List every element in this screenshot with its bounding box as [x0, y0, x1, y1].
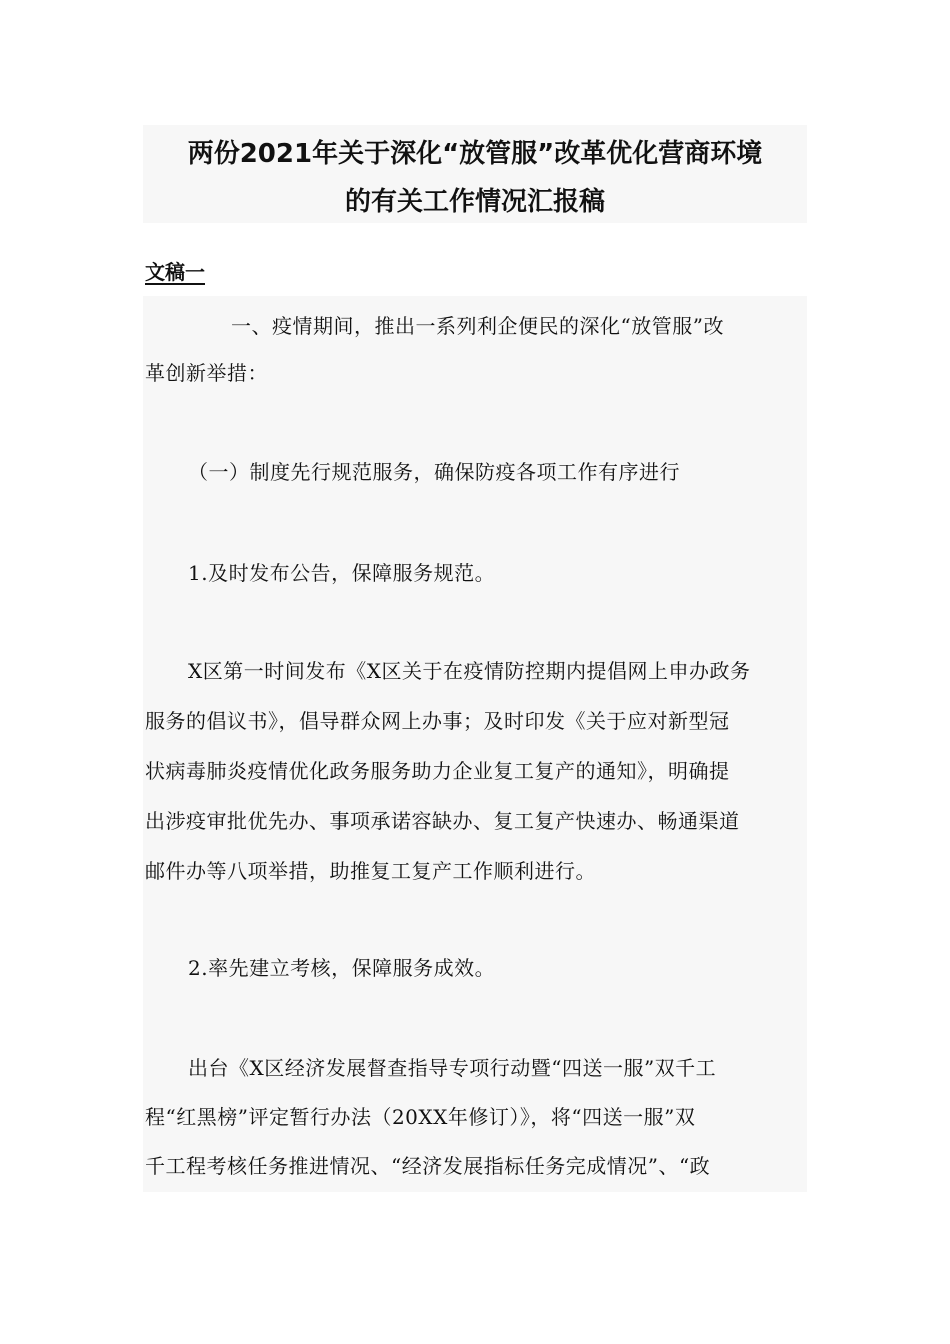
section-label: 文稿一 [145, 260, 205, 284]
heading-1-line-2: 革创新举措： [145, 361, 268, 385]
subheading-1: （一）制度先行规范服务，确保防疫各项工作有序进行 [188, 460, 680, 484]
item-2-text-line-2: 程“红黑榜”评定暂行办法（20XX年修订）》，将“四送一服”双 [145, 1105, 696, 1129]
item-2-title: 2.率先建立考核，保障服务成效。 [188, 956, 496, 980]
item-1-text-line-5: 邮件办等八项举措，助推复工复产工作顺利进行。 [145, 859, 596, 883]
item-1-text-line-3: 状病毒肺炎疫情优化政务服务助力企业复工复产的通知》，明确提 [145, 759, 730, 783]
item-1-title: 1.及时发布公告，保障服务规范。 [188, 561, 496, 585]
item-2-text-line-3: 千工程考核任务推进情况、“经济发展指标任务完成情况”、“政 [145, 1154, 711, 1178]
item-1-text-line-2: 服务的倡议书》，倡导群众网上办事；及时印发《关于应对新型冠 [145, 709, 730, 733]
document-title-line-2: 的有关工作情况汇报稿 [344, 187, 605, 217]
title-block [143, 125, 807, 223]
item-1-text-line-1: X区第一时间发布《X区关于在疫情防控期内提倡网上申办政务 [188, 659, 751, 683]
body-block [143, 296, 807, 1192]
item-1-text-line-4: 出涉疫审批优先办、事项承诺容缺办、复工复产快速办、畅通渠道 [145, 809, 740, 833]
heading-1-line-1: 一、疫情期间，推出一系列利企便民的深化“放管服”改 [231, 314, 724, 338]
document-title-line-1: 两份2021年关于深化“放管服”改革优化营商环境 [187, 139, 763, 169]
item-2-text-line-1: 出台《X区经济发展督查指导专项行动暨“四送一服”双千工 [188, 1056, 717, 1080]
